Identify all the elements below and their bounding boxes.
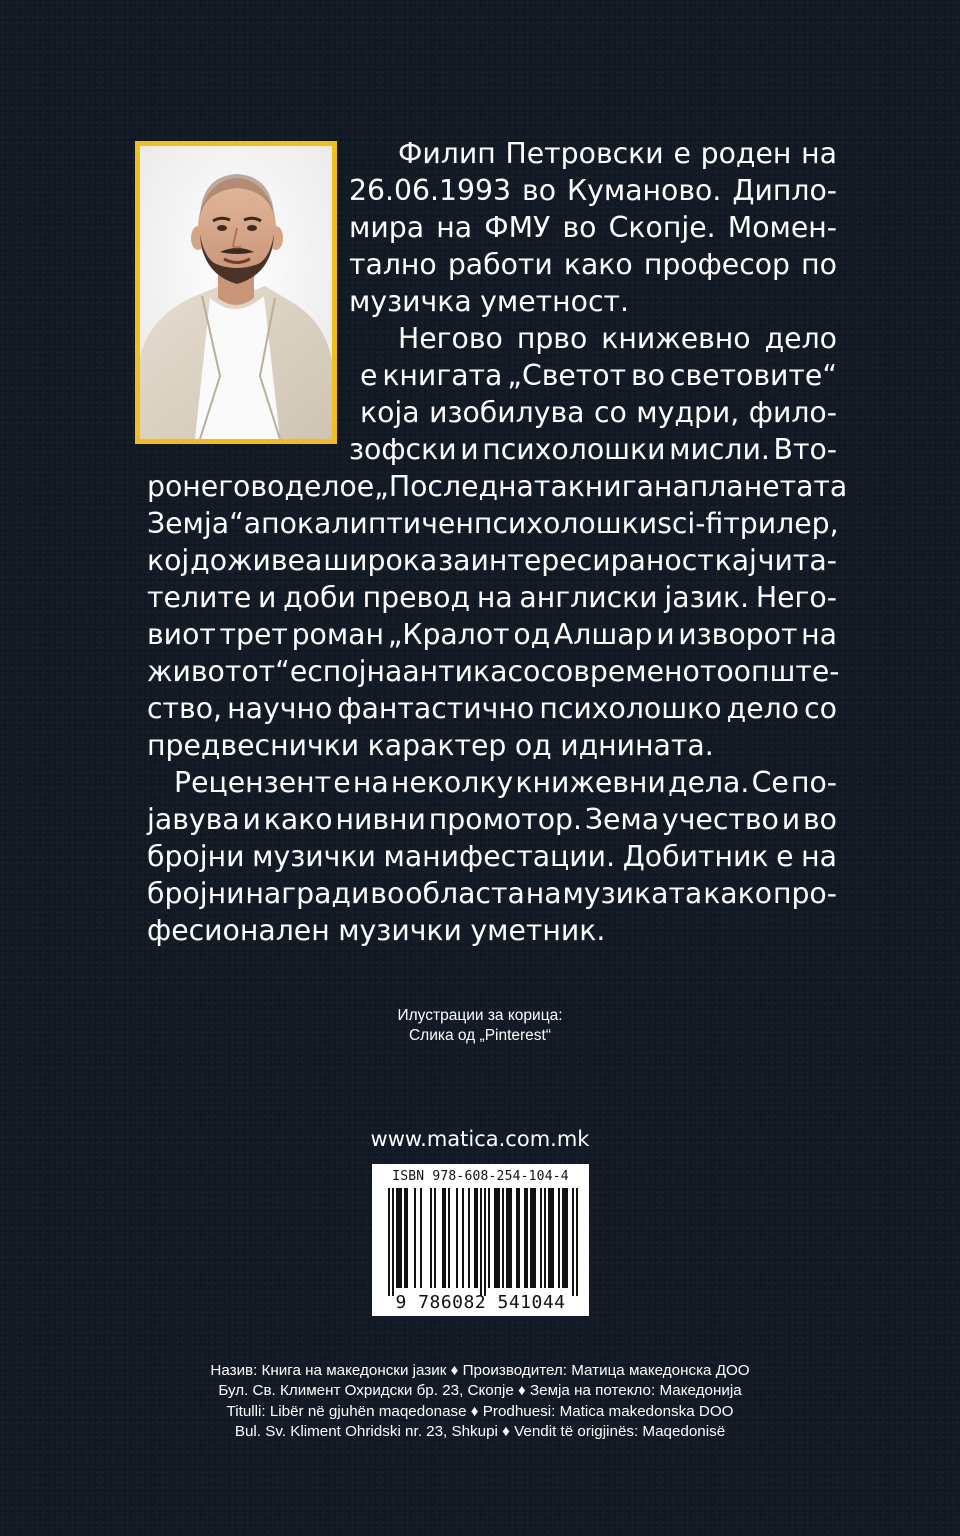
bio-line: телите и доби превод на англиски јазик. Него-	[147, 581, 837, 614]
bio-line: виот трет роман „Кралот од Алшар и изворот на	[147, 618, 837, 651]
barcode-bar	[476, 1188, 478, 1288]
credits-line-2: Слика од „Pinterest“	[408, 1027, 552, 1044]
cover-credits	[330, 1006, 630, 1046]
barcode-bar	[414, 1188, 416, 1288]
barcode-bar	[420, 1188, 422, 1288]
barcode-bar	[496, 1188, 498, 1288]
barcode-bar	[474, 1188, 476, 1288]
barcode-bar	[398, 1188, 400, 1288]
barcode-bar	[434, 1188, 436, 1288]
bio-line: ство, научно фантастично психолошко дело со	[147, 692, 837, 725]
barcode-bar	[524, 1188, 526, 1288]
barcode-bar	[544, 1188, 546, 1288]
bio-line: Негово прво книжевно дело	[398, 322, 837, 355]
barcode-bar	[404, 1188, 406, 1288]
barcode-bar	[392, 1188, 394, 1296]
bio-line: бројни музички манифестации. Добитник е на	[147, 840, 837, 873]
barcode-bar	[488, 1188, 490, 1288]
imprint-line-4: Bul. Sv. Kliment Ohridski nr. 23, Shkupi ♦ Vendit të origjinës: Maqedonisë	[234, 1422, 726, 1440]
bio-line: е книгата „Светот во световите“	[360, 359, 837, 392]
barcode-bar	[530, 1188, 532, 1288]
barcode-bar	[576, 1188, 578, 1296]
bio-line: животот“ е спој на антика со современото опште-	[147, 655, 840, 688]
barcode-bar	[562, 1188, 564, 1288]
imprint-line-3: Titulli: Libër në gjuhën maqedonase ♦ Prodhuesi: Matica makedonska DOO	[226, 1402, 734, 1420]
barcode-bar	[444, 1188, 446, 1288]
barcode-bar	[572, 1188, 574, 1296]
barcode-bar	[442, 1188, 444, 1288]
barcode-bar	[484, 1188, 486, 1296]
barcode-bar	[534, 1188, 536, 1288]
barcode-bar	[468, 1188, 470, 1288]
imprint-line-1: Назив: Книга на македонски јазик ♦ Производител: Матица македонска ДОО	[210, 1362, 750, 1379]
bio-line: кој доживеа широка заинтересираност кај чита-	[147, 544, 837, 577]
bio-line: предвеснички карактер од иднината.	[147, 729, 714, 762]
barcode-bar	[498, 1188, 500, 1288]
barcode-bar	[502, 1188, 504, 1288]
ean-number: 9 786082 541044	[395, 1292, 566, 1313]
barcode-bar	[506, 1188, 508, 1288]
barcode-bar	[400, 1188, 402, 1288]
barcode-bar	[396, 1188, 398, 1288]
barcode-bar	[456, 1188, 458, 1288]
barcode-bar	[430, 1188, 432, 1288]
bio-line: Земја“ апокалиптичен психолошки sci-fi трилер,	[147, 507, 839, 540]
barcode-bar	[552, 1188, 554, 1288]
barcode-bar	[508, 1188, 510, 1288]
credits-line-1: Илустрации за корица:	[397, 1007, 563, 1024]
barcode-bar	[548, 1188, 550, 1288]
author-portrait-image	[140, 146, 332, 439]
barcode-bar	[526, 1188, 528, 1288]
barcode-bar	[532, 1188, 534, 1288]
imprint-line-2: Бул. Св. Климент Охридски бр. 23, Скопје ♦ Земја на потекло: Македонија	[218, 1382, 742, 1400]
barcode-bar	[550, 1188, 552, 1288]
isbn-label: ISBN 978-608-254-104-4	[392, 1169, 569, 1184]
imprint	[100, 1361, 860, 1442]
bio-line: фесионален музички уметник.	[147, 914, 606, 947]
bio-line: тално работи како професор по	[349, 248, 837, 281]
barcode-bar	[462, 1188, 464, 1288]
barcode-bar	[406, 1188, 408, 1288]
bio-line: ро негово дело е „Последната книга на планетата	[147, 470, 848, 503]
publisher-website: www.matica.com.mk	[370, 1127, 590, 1151]
barcode-bar	[566, 1188, 568, 1288]
barcode-bar	[510, 1188, 512, 1288]
barcode-bar	[448, 1188, 450, 1288]
bio-line: јавува и како нивни промотор. Зема учество и во	[147, 803, 837, 836]
bio-line: бројни награди во областа на музиката како про-	[147, 877, 837, 910]
author-photo	[135, 141, 337, 444]
bio-line: Рецензент е на неколку книжевни дела. Се по-	[174, 766, 837, 799]
barcode-bar	[558, 1188, 560, 1288]
barcode-bar	[480, 1188, 482, 1296]
bio-line: Филип Петровски е роден на	[398, 137, 837, 170]
barcode-bar	[516, 1188, 518, 1288]
bio-line: мира на ФМУ во Скопје. Момен-	[349, 211, 837, 244]
bio-line: музичка уметност.	[349, 285, 630, 318]
barcode-bar	[564, 1188, 566, 1288]
bio-line: која изобилува со мудри, фило-	[360, 396, 837, 429]
bio-line: 26.06.1993 во Куманово. Дипло-	[349, 174, 837, 207]
barcode-bar	[540, 1188, 542, 1288]
barcode-bar	[494, 1188, 496, 1288]
bio-line: зофски и психолошки мисли. Вто-	[349, 433, 837, 466]
barcode-bar	[388, 1188, 390, 1296]
isbn-barcode	[372, 1164, 589, 1316]
barcode-bar	[518, 1188, 520, 1288]
